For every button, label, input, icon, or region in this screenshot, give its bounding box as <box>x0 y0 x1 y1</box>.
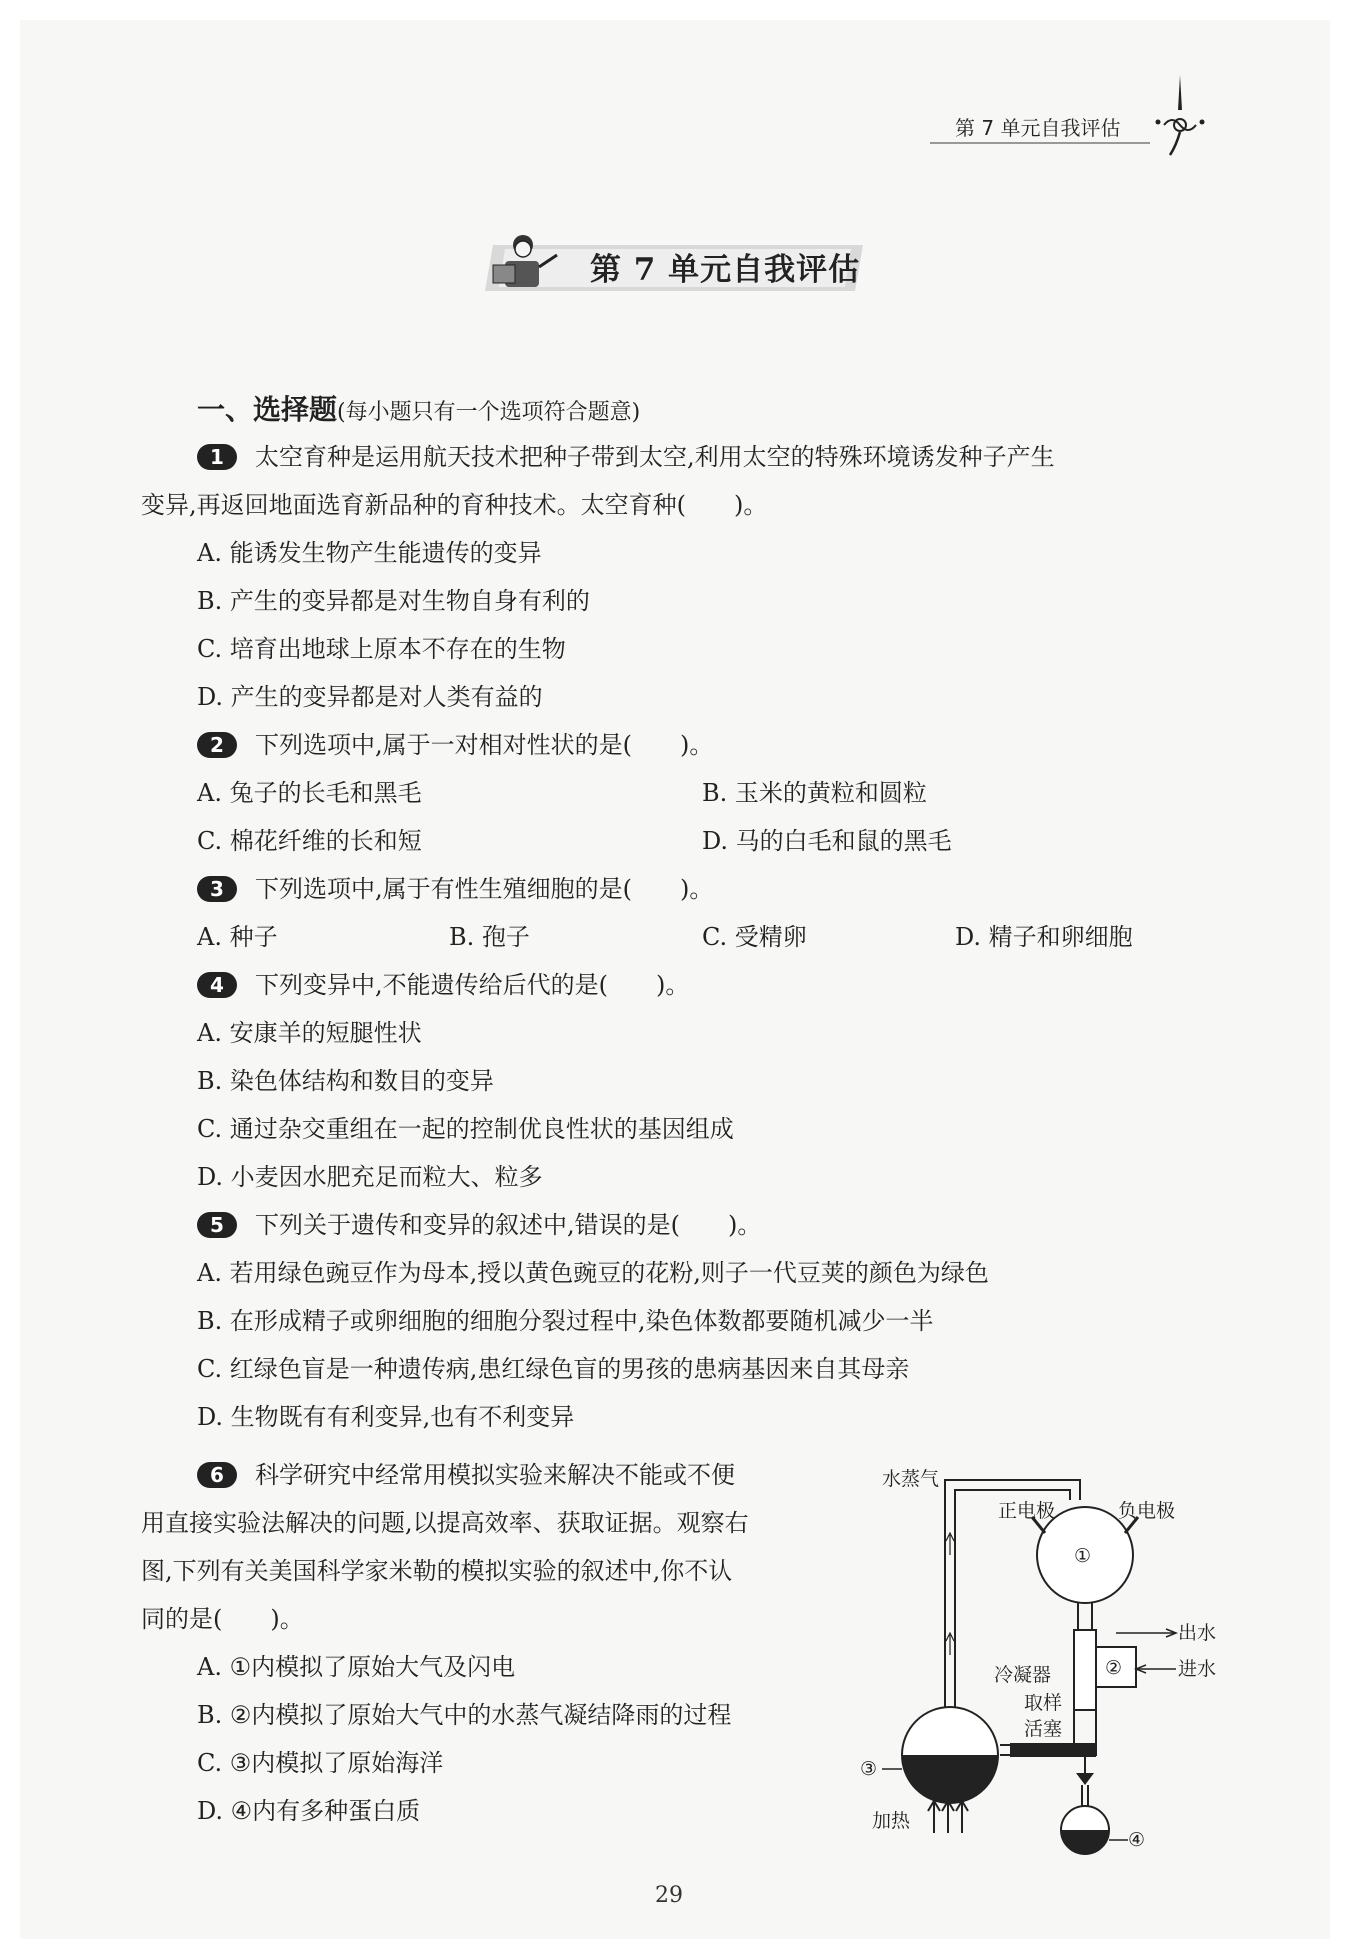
header-rule <box>930 142 1150 144</box>
option-5c: C. 红绿色盲是一种遗传病,患红绿色盲的男孩的患病基因来自其母亲 <box>197 1355 910 1383</box>
header-ornament-icon <box>1150 70 1210 160</box>
section-heading-note: (每小题只有一个选项符合题意) <box>337 400 641 425</box>
option-4c: C. 通过杂交重组在一起的控制优良性状的基因组成 <box>197 1115 734 1143</box>
question-stem-line: 用直接实验法解决的问题,以提高效率、获取证据。观察右 <box>141 1509 749 1537</box>
label-heat: 加热 <box>872 1810 911 1832</box>
option-3b: B. 孢子 <box>449 923 530 951</box>
label-circle-4: ④ <box>1128 1829 1146 1851</box>
question-number-badge: 2 <box>197 732 237 758</box>
option-6a: A. ①内模拟了原始大气及闪电 <box>197 1653 516 1681</box>
option-1b: B. 产生的变异都是对生物自身有利的 <box>197 587 590 615</box>
question-stem-line: 下列选项中,属于有性生殖细胞的是( )。 <box>255 875 714 903</box>
question-number-badge: 1 <box>197 444 237 470</box>
question-stem-line: 变异,再返回地面选育新品种的育种技术。太空育种( )。 <box>141 491 768 519</box>
question-stem-line: 下列变异中,不能遗传给后代的是( )。 <box>255 971 690 999</box>
label-sample: 取样 <box>1024 1692 1063 1714</box>
option-5a: A. 若用绿色豌豆作为母本,授以黄色豌豆的花粉,则子一代豆荚的颜色为绿色 <box>197 1259 989 1287</box>
question-1 <box>197 442 1055 472</box>
option-2b: B. 玉米的黄粒和圆粒 <box>702 779 927 807</box>
question-number-badge: 4 <box>197 972 237 998</box>
miller-experiment-diagram <box>860 1455 1220 1855</box>
question-5 <box>197 1210 761 1240</box>
option-2c: C. 棉花纤维的长和短 <box>197 827 422 855</box>
question-number-badge: 5 <box>197 1212 237 1238</box>
page-number: 29 <box>655 1883 683 1908</box>
label-stopcock: 活塞 <box>1024 1718 1063 1740</box>
option-3c: C. 受精卵 <box>702 923 807 951</box>
option-2a: A. 兔子的长毛和黑毛 <box>197 779 422 807</box>
option-4b: B. 染色体结构和数目的变异 <box>197 1067 494 1095</box>
option-6b: B. ②内模拟了原始大气中的水蒸气凝结降雨的过程 <box>197 1701 732 1729</box>
label-circle-3: ③ <box>860 1758 878 1780</box>
label-condenser: 冷凝器 <box>994 1664 1052 1686</box>
label-water-in: 进水 <box>1178 1658 1217 1680</box>
option-5d: D. 生物既有有利变异,也有不利变异 <box>197 1403 575 1431</box>
option-1d: D. 产生的变异都是对人类有益的 <box>197 683 543 711</box>
option-5b: B. 在形成精子或卵细胞的细胞分裂过程中,染色体数都要随机减少一半 <box>197 1307 934 1335</box>
label-steam: 水蒸气 <box>882 1468 940 1490</box>
page-title: 第 7 单元自我评估 <box>590 252 861 288</box>
option-4d: D. 小麦因水肥充足而粒大、粒多 <box>197 1163 543 1191</box>
label-positive-electrode: 正电极 <box>998 1500 1056 1522</box>
option-4a: A. 安康羊的短腿性状 <box>197 1019 422 1047</box>
question-stem-line: 下列关于遗传和变异的叙述中,错误的是( )。 <box>255 1211 762 1239</box>
label-negative-electrode: 负电极 <box>1118 1500 1176 1522</box>
section-heading-text: 一、选择题 <box>197 393 338 426</box>
option-3a: A. 种子 <box>197 923 278 951</box>
option-1c: C. 培育出地球上原本不存在的生物 <box>197 635 566 663</box>
option-1a: A. 能诱发生物产生能遗传的变异 <box>197 539 542 567</box>
option-2d: D. 马的白毛和鼠的黑毛 <box>702 827 952 855</box>
question-4 <box>197 970 689 1000</box>
question-3 <box>197 874 713 904</box>
question-stem-line: 太空育种是运用航天技术把种子带到太空,利用太空的特殊环境诱发种子产生 <box>255 443 1055 471</box>
label-circle-1: ① <box>1074 1545 1092 1567</box>
option-6d: D. ④内有多种蛋白质 <box>197 1797 421 1825</box>
question-6 <box>197 1460 735 1490</box>
label-water-out: 出水 <box>1178 1622 1217 1644</box>
running-header: 第 7 单元自我评估 <box>955 116 1121 140</box>
question-number-badge: 6 <box>197 1462 237 1488</box>
option-3d: D. 精子和卵细胞 <box>955 923 1133 951</box>
question-2 <box>197 730 713 760</box>
question-stem-line: 科学研究中经常用模拟实验来解决不能或不便 <box>255 1461 735 1489</box>
option-6c: C. ③内模拟了原始海洋 <box>197 1749 444 1777</box>
question-stem-line: 图,下列有关美国科学家米勒的模拟实验的叙述中,你不认 <box>141 1557 733 1585</box>
section-heading <box>197 388 640 428</box>
question-number-badge: 3 <box>197 876 237 902</box>
label-circle-2: ② <box>1105 1657 1123 1679</box>
question-stem-line: 下列选项中,属于一对相对性状的是( )。 <box>255 731 714 759</box>
question-stem-line: 同的是( )。 <box>141 1605 304 1633</box>
